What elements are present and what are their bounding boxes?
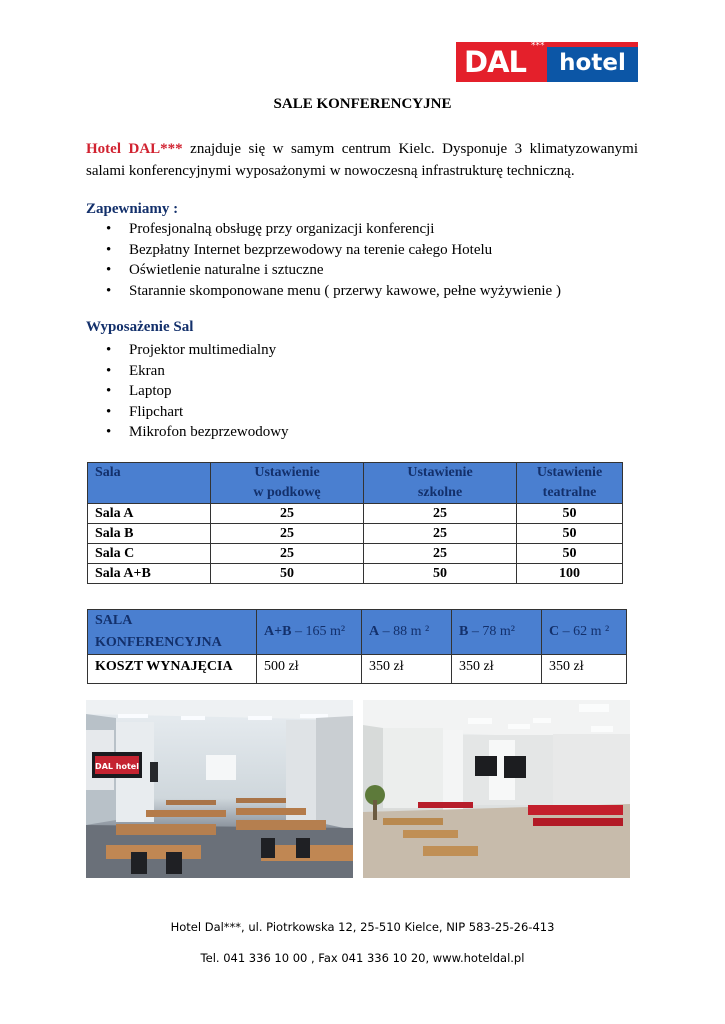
photo-logo-text: DAL hotel xyxy=(95,762,139,771)
table-header: Sala xyxy=(88,463,211,504)
table-cell: 25 xyxy=(364,504,517,524)
capacity-table xyxy=(87,462,623,584)
hotel-name: Hotel DAL*** xyxy=(86,141,183,157)
table-row xyxy=(88,544,623,564)
page-title: SALE KONFERENCYJNE xyxy=(273,96,452,112)
list-item: • Projektor multimedialny xyxy=(86,340,289,361)
table-cell: 50 xyxy=(517,544,623,564)
table-cell: 50 xyxy=(517,524,623,544)
table-cell: 25 xyxy=(211,504,364,524)
table-cell: 50 xyxy=(211,564,364,584)
table-row xyxy=(88,504,623,524)
table-cell: 350 zł xyxy=(542,655,627,684)
list-item: • Laptop xyxy=(86,381,289,402)
table-cell: 25 xyxy=(211,544,364,564)
intro-paragraph xyxy=(86,138,638,182)
table-row xyxy=(88,524,623,544)
room-illustration xyxy=(86,700,353,878)
table-header-row xyxy=(88,610,627,655)
table-cell: Sala A xyxy=(88,504,211,524)
list-item: • Starannie skomponowane menu ( przerwy kawowe, pełne wyżywienie ) xyxy=(86,281,561,302)
list-item: • Ekran xyxy=(86,361,289,382)
table-cell: 350 zł xyxy=(362,655,452,684)
conference-room-photo-2 xyxy=(363,700,630,878)
table-cell: 25 xyxy=(211,524,364,544)
table-row xyxy=(88,655,627,684)
conference-room-photo-1 xyxy=(86,700,353,878)
price-table xyxy=(87,609,627,684)
table-cell: Sala C xyxy=(88,544,211,564)
list-item: • Profesjonalną obsługę przy organizacji konferencji xyxy=(86,219,561,240)
table-header: C – 62 m ² xyxy=(542,610,627,655)
table-header: A – 88 m ² xyxy=(362,610,452,655)
table-header: B – 78 m² xyxy=(452,610,542,655)
table-cell: 350 zł xyxy=(452,655,542,684)
wyposazenie-list xyxy=(86,340,289,443)
wyposazenie-heading: Wyposażenie Sal xyxy=(86,319,194,335)
hotel-logo xyxy=(456,42,638,82)
table-header: Ustawienie teatralne xyxy=(517,463,623,504)
table-cell: Sala A+B xyxy=(88,564,211,584)
table-row xyxy=(88,564,623,584)
table-cell: 25 xyxy=(364,524,517,544)
footer-address: Hotel Dal***, ul. Piotrkowska 12, 25-510 Kielce, NIP 583-25-26-413 xyxy=(170,920,555,934)
table-cell: Sala B xyxy=(88,524,211,544)
list-item: • Bezpłatny Internet bezprzewodowy na terenie całego Hotelu xyxy=(86,240,561,261)
table-header: Ustawienie w podkowę xyxy=(211,463,364,504)
table-cell: 50 xyxy=(364,564,517,584)
room-illustration xyxy=(363,700,630,878)
table-header: Ustawienie szkolne xyxy=(364,463,517,504)
intro-text: znajduje się w samym centrum Kielc. Dysponuje 3 klimatyzowanymi salami konferencyjnymi wyposażonymi w nowoczesną infrastrukturę techniczną. xyxy=(86,141,638,179)
table-cell: 500 zł xyxy=(257,655,362,684)
logo-hotel-text: hotel xyxy=(547,47,638,82)
list-item: • Mikrofon bezprzewodowy xyxy=(86,422,289,443)
footer-contact: Tel. 041 336 10 00 , Fax 041 336 10 20, www.hoteldal.pl xyxy=(200,951,525,965)
table-header: SALA KONFERENCYJNA xyxy=(88,610,257,655)
table-cell: 100 xyxy=(517,564,623,584)
logo-dal-text: DAL xyxy=(464,45,526,79)
table-cell: 50 xyxy=(517,504,623,524)
table-header-row xyxy=(88,463,623,504)
table-cell: KOSZT WYNAJĘCIA xyxy=(88,655,257,684)
list-item: • Oświetlenie naturalne i sztuczne xyxy=(86,260,561,281)
list-item: • Flipchart xyxy=(86,402,289,423)
zapewniamy-list xyxy=(86,219,561,301)
logo-stars: *** xyxy=(531,41,545,51)
zapewniamy-heading: Zapewniamy : xyxy=(86,201,179,217)
table-header: A+B – 165 m² xyxy=(257,610,362,655)
table-cell: 25 xyxy=(364,544,517,564)
